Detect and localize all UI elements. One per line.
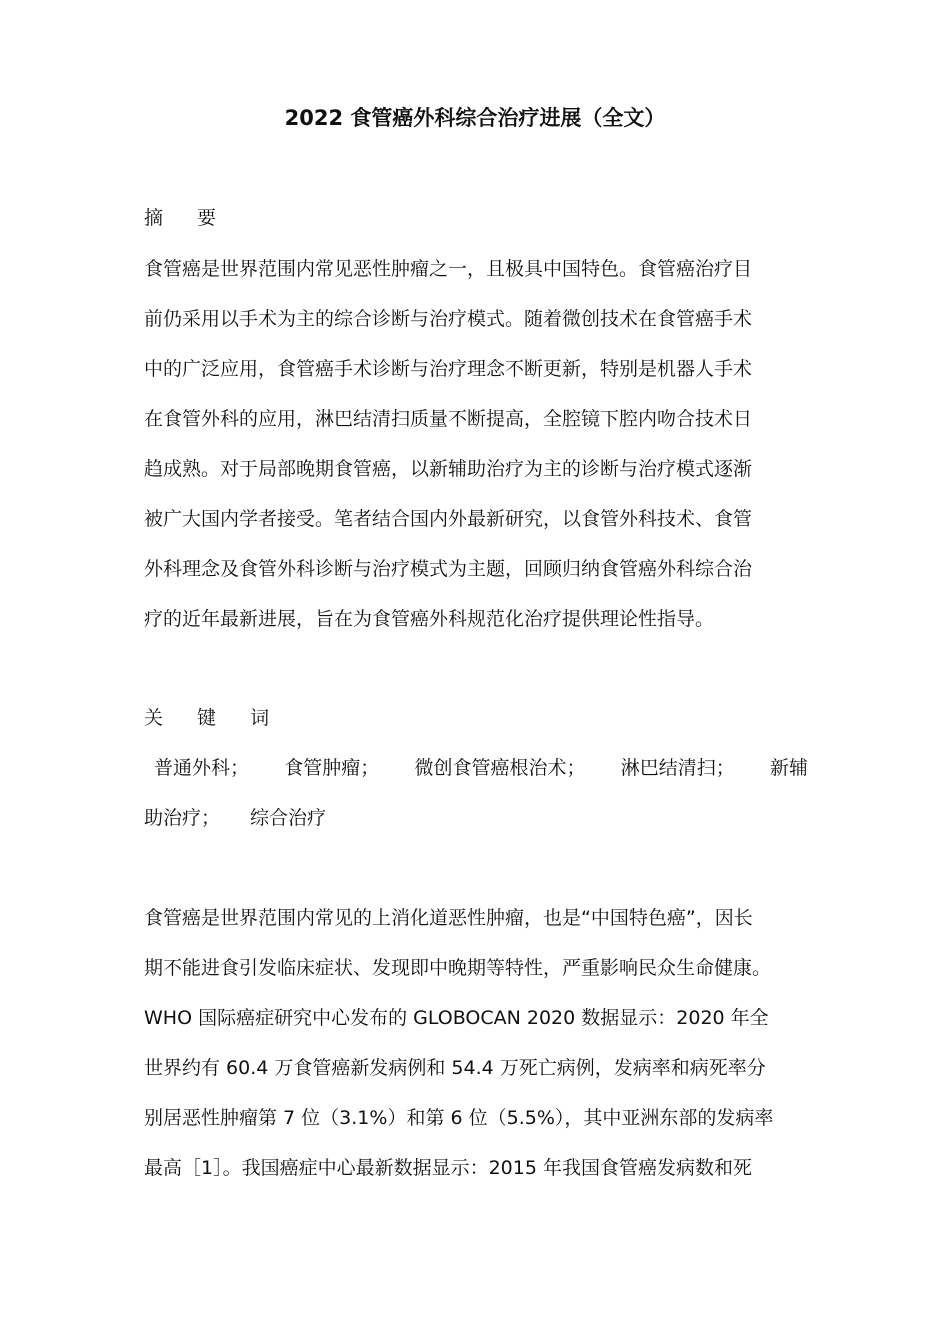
body-line: 别居恶性肿瘤第 7 位（3.1%）和第 6 位（5.5%），其中亚洲东部的发病率 <box>144 1107 774 1129</box>
keyword: 新辅 <box>769 757 808 779</box>
keywords-row <box>144 743 808 793</box>
abstract-line: 食管癌是世界范围内常见恶性肿瘤之一，且极具中国特色。食管癌治疗目 <box>144 258 753 280</box>
keywords-heading: 关 键 词 <box>144 707 284 729</box>
abstract-heading: 摘 要 <box>144 207 231 229</box>
abstract-line: 外科理念及食管外科诊断与治疗模式为主题，回顾归纳食管癌外科综合治 <box>144 558 753 580</box>
abstract-paragraph <box>144 244 808 644</box>
keyword: 食管肿瘤； <box>284 757 380 779</box>
body-line: WHO 国际癌症研究中心发布的 GLOBOCAN 2020 数据显示：2020 年全 <box>144 1007 769 1029</box>
keyword: 淋巴结清扫； <box>620 757 735 779</box>
abstract-line: 中的广泛应用，食管癌手术诊断与治疗理念不断更新，特别是机器人手术 <box>144 358 753 380</box>
keyword: 综合治疗 <box>250 807 327 829</box>
body-line: 食管癌是世界范围内常见的上消化道恶性肿瘤，也是“中国特色癌”，因长 <box>144 907 753 929</box>
abstract-line: 疗的近年最新进展，旨在为食管癌外科规范化治疗提供理论性指导。 <box>144 608 715 630</box>
abstract-line: 前仍采用以手术为主的综合诊断与治疗模式。随着微创技术在食管癌手术 <box>144 308 753 330</box>
document-title: 2022 食管癌外科综合治疗进展（全文） <box>284 106 666 130</box>
abstract-line: 被广大国内学者接受。笔者结合国内外最新研究，以食管外科技术、食管 <box>144 508 753 530</box>
keyword: 普通外科； <box>154 757 250 779</box>
keywords-list <box>144 743 808 843</box>
abstract-line: 在食管外科的应用，淋巴结清扫质量不断提高，全腔镜下腔内吻合技术日 <box>144 408 753 430</box>
abstract-line: 趋成熟。对于局部晚期食管癌，以新辅助治疗为主的诊断与治疗模式逐渐 <box>144 458 753 480</box>
keyword: 微创食管癌根治术； <box>414 757 586 779</box>
keywords-row <box>144 793 808 843</box>
keyword: 助治疗； <box>144 807 221 829</box>
body-paragraph <box>144 893 808 1193</box>
body-line: 世界约有 60.4 万食管癌新发病例和 54.4 万死亡病例，发病率和病死率分 <box>144 1057 766 1079</box>
body-line: 最高［1］。我国癌症中心最新数据显示：2015 年我国食管癌发病数和死 <box>144 1157 752 1179</box>
body-line: 期不能进食引发临床症状、发现即中晚期等特性，严重影响民众生命健康。 <box>144 957 772 979</box>
